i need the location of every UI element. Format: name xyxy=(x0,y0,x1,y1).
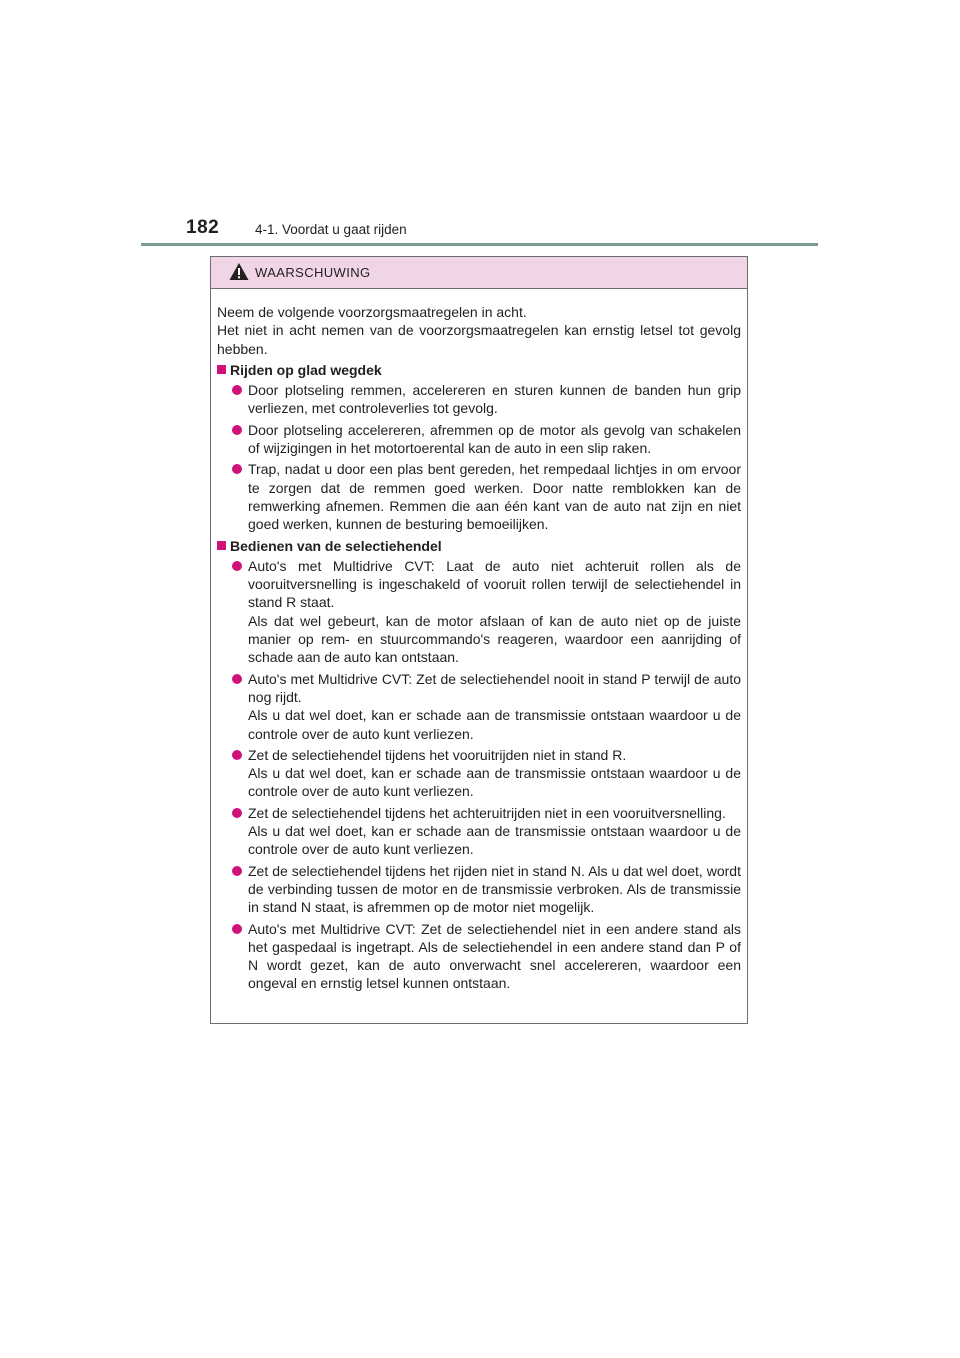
square-bullet-icon xyxy=(217,541,226,550)
round-bullet-icon xyxy=(232,924,242,934)
list-item-text: Auto's met Multidrive CVT: Zet de selectiehendel niet in een andere stand als het gaspedaal is ingetrapt. Als de selectiehendel in een andere stand dan P of N wordt gezet, kan de auto onverwacht snel accelereren, waardoor een ongeval en ernstig letsel kunnen ontstaan. xyxy=(248,920,741,992)
warning-body xyxy=(211,289,747,993)
intro-line: Neem de volgende voorzorgsmaatregelen in acht. xyxy=(217,304,527,320)
round-bullet-icon xyxy=(232,750,242,760)
list-item xyxy=(248,804,741,859)
header-rule xyxy=(141,243,818,246)
list-item xyxy=(248,460,741,533)
list-item xyxy=(248,746,741,801)
warning-box xyxy=(210,256,748,1024)
section-heading-text: Rijden op glad wegdek xyxy=(230,361,382,378)
page-number: 182 xyxy=(186,217,220,238)
warning-triangle-icon xyxy=(229,262,249,281)
round-bullet-icon xyxy=(232,425,242,435)
section-title: 4-1. Voordat u gaat rijden xyxy=(255,222,407,237)
square-bullet-icon xyxy=(217,365,226,374)
section-heading xyxy=(217,361,741,379)
list-item-text: Als u dat wel doet, kan er schade aan de transmissie ontstaan waardoor u de controle over de auto kunt verliezen. xyxy=(248,823,741,858)
round-bullet-icon xyxy=(232,674,242,684)
round-bullet-icon xyxy=(232,561,242,571)
round-bullet-icon xyxy=(232,808,242,818)
list-item-text: Zet de selectiehendel tijdens het rijden niet in stand N. Als u dat wel doet, wordt de verbinding tussen de motor en de transmissie verbroken. Als de transmissie in stand N staat, is afremmen op de motor niet mogelijk. xyxy=(248,862,741,916)
section-heading-text: Bedienen van de selectiehendel xyxy=(230,537,442,554)
list-item-text: Auto's met Multidrive CVT: Zet de selectiehendel nooit in stand P terwijl de auto nog rijdt. xyxy=(248,670,741,705)
round-bullet-icon xyxy=(232,385,242,395)
list-item-text: Auto's met Multidrive CVT: Laat de auto niet achteruit rollen als de vooruitversnelling is ingeschakeld of vooruit rollen terwijl de selectiehendel in stand R staat. xyxy=(248,557,741,611)
list-item xyxy=(248,557,741,667)
bullet-list xyxy=(217,381,741,533)
list-item-text: Trap, nadat u door een plas bent gereden, het rempedaal lichtjes in om ervoor te zorgen dat de remmen goed werken. Door natte remblokken kan de remwerking afnemen. Remmen die aan één kant van de auto nat zijn en niet goed werken, kunnen de besturing bemoeilijken. xyxy=(248,461,741,533)
warning-header xyxy=(211,257,747,289)
round-bullet-icon xyxy=(232,866,242,876)
intro-line: Het niet in acht nemen van de voorzorgsmaatregelen kan ernstig letsel tot gevolg hebben. xyxy=(217,322,741,357)
section-heading xyxy=(217,537,741,555)
list-item xyxy=(248,381,741,418)
list-item xyxy=(248,920,741,993)
list-item-text: Door plotseling accelereren, afremmen op de motor als gevolg van schakelen of wijzigingen in het motortoerental kan de auto in een slip raken. xyxy=(248,421,741,457)
warning-title: WAARSCHUWING xyxy=(255,265,371,280)
warning-intro xyxy=(217,303,741,358)
round-bullet-icon xyxy=(232,464,242,474)
list-item-text: Als dat wel gebeurt, kan de motor afslaan of kan de auto niet op de juiste manier op rem- en stuurcommando's reageren, waardoor een aanrijding of schade aan de auto kan ontstaan. xyxy=(248,612,741,666)
list-item-text: Zet de selectiehendel tijdens het achteruitrijden niet in een vooruitversnelling. xyxy=(248,804,726,821)
list-item xyxy=(248,670,741,743)
list-item-text: Zet de selectiehendel tijdens het vooruitrijden niet in stand R. xyxy=(248,746,627,763)
list-item-text: Als u dat wel doet, kan er schade aan de transmissie ontstaan waardoor u de controle over de auto kunt verliezen. xyxy=(248,765,741,800)
list-item-text: Als u dat wel doet, kan er schade aan de transmissie ontstaan waardoor u de controle over de auto kunt verliezen. xyxy=(248,707,741,742)
bullet-list xyxy=(217,557,741,993)
list-item xyxy=(248,862,741,917)
list-item xyxy=(248,421,741,458)
list-item-text: Door plotseling remmen, accelereren en sturen kunnen de banden hun grip verliezen, met controleverlies tot gevolg. xyxy=(248,382,741,417)
